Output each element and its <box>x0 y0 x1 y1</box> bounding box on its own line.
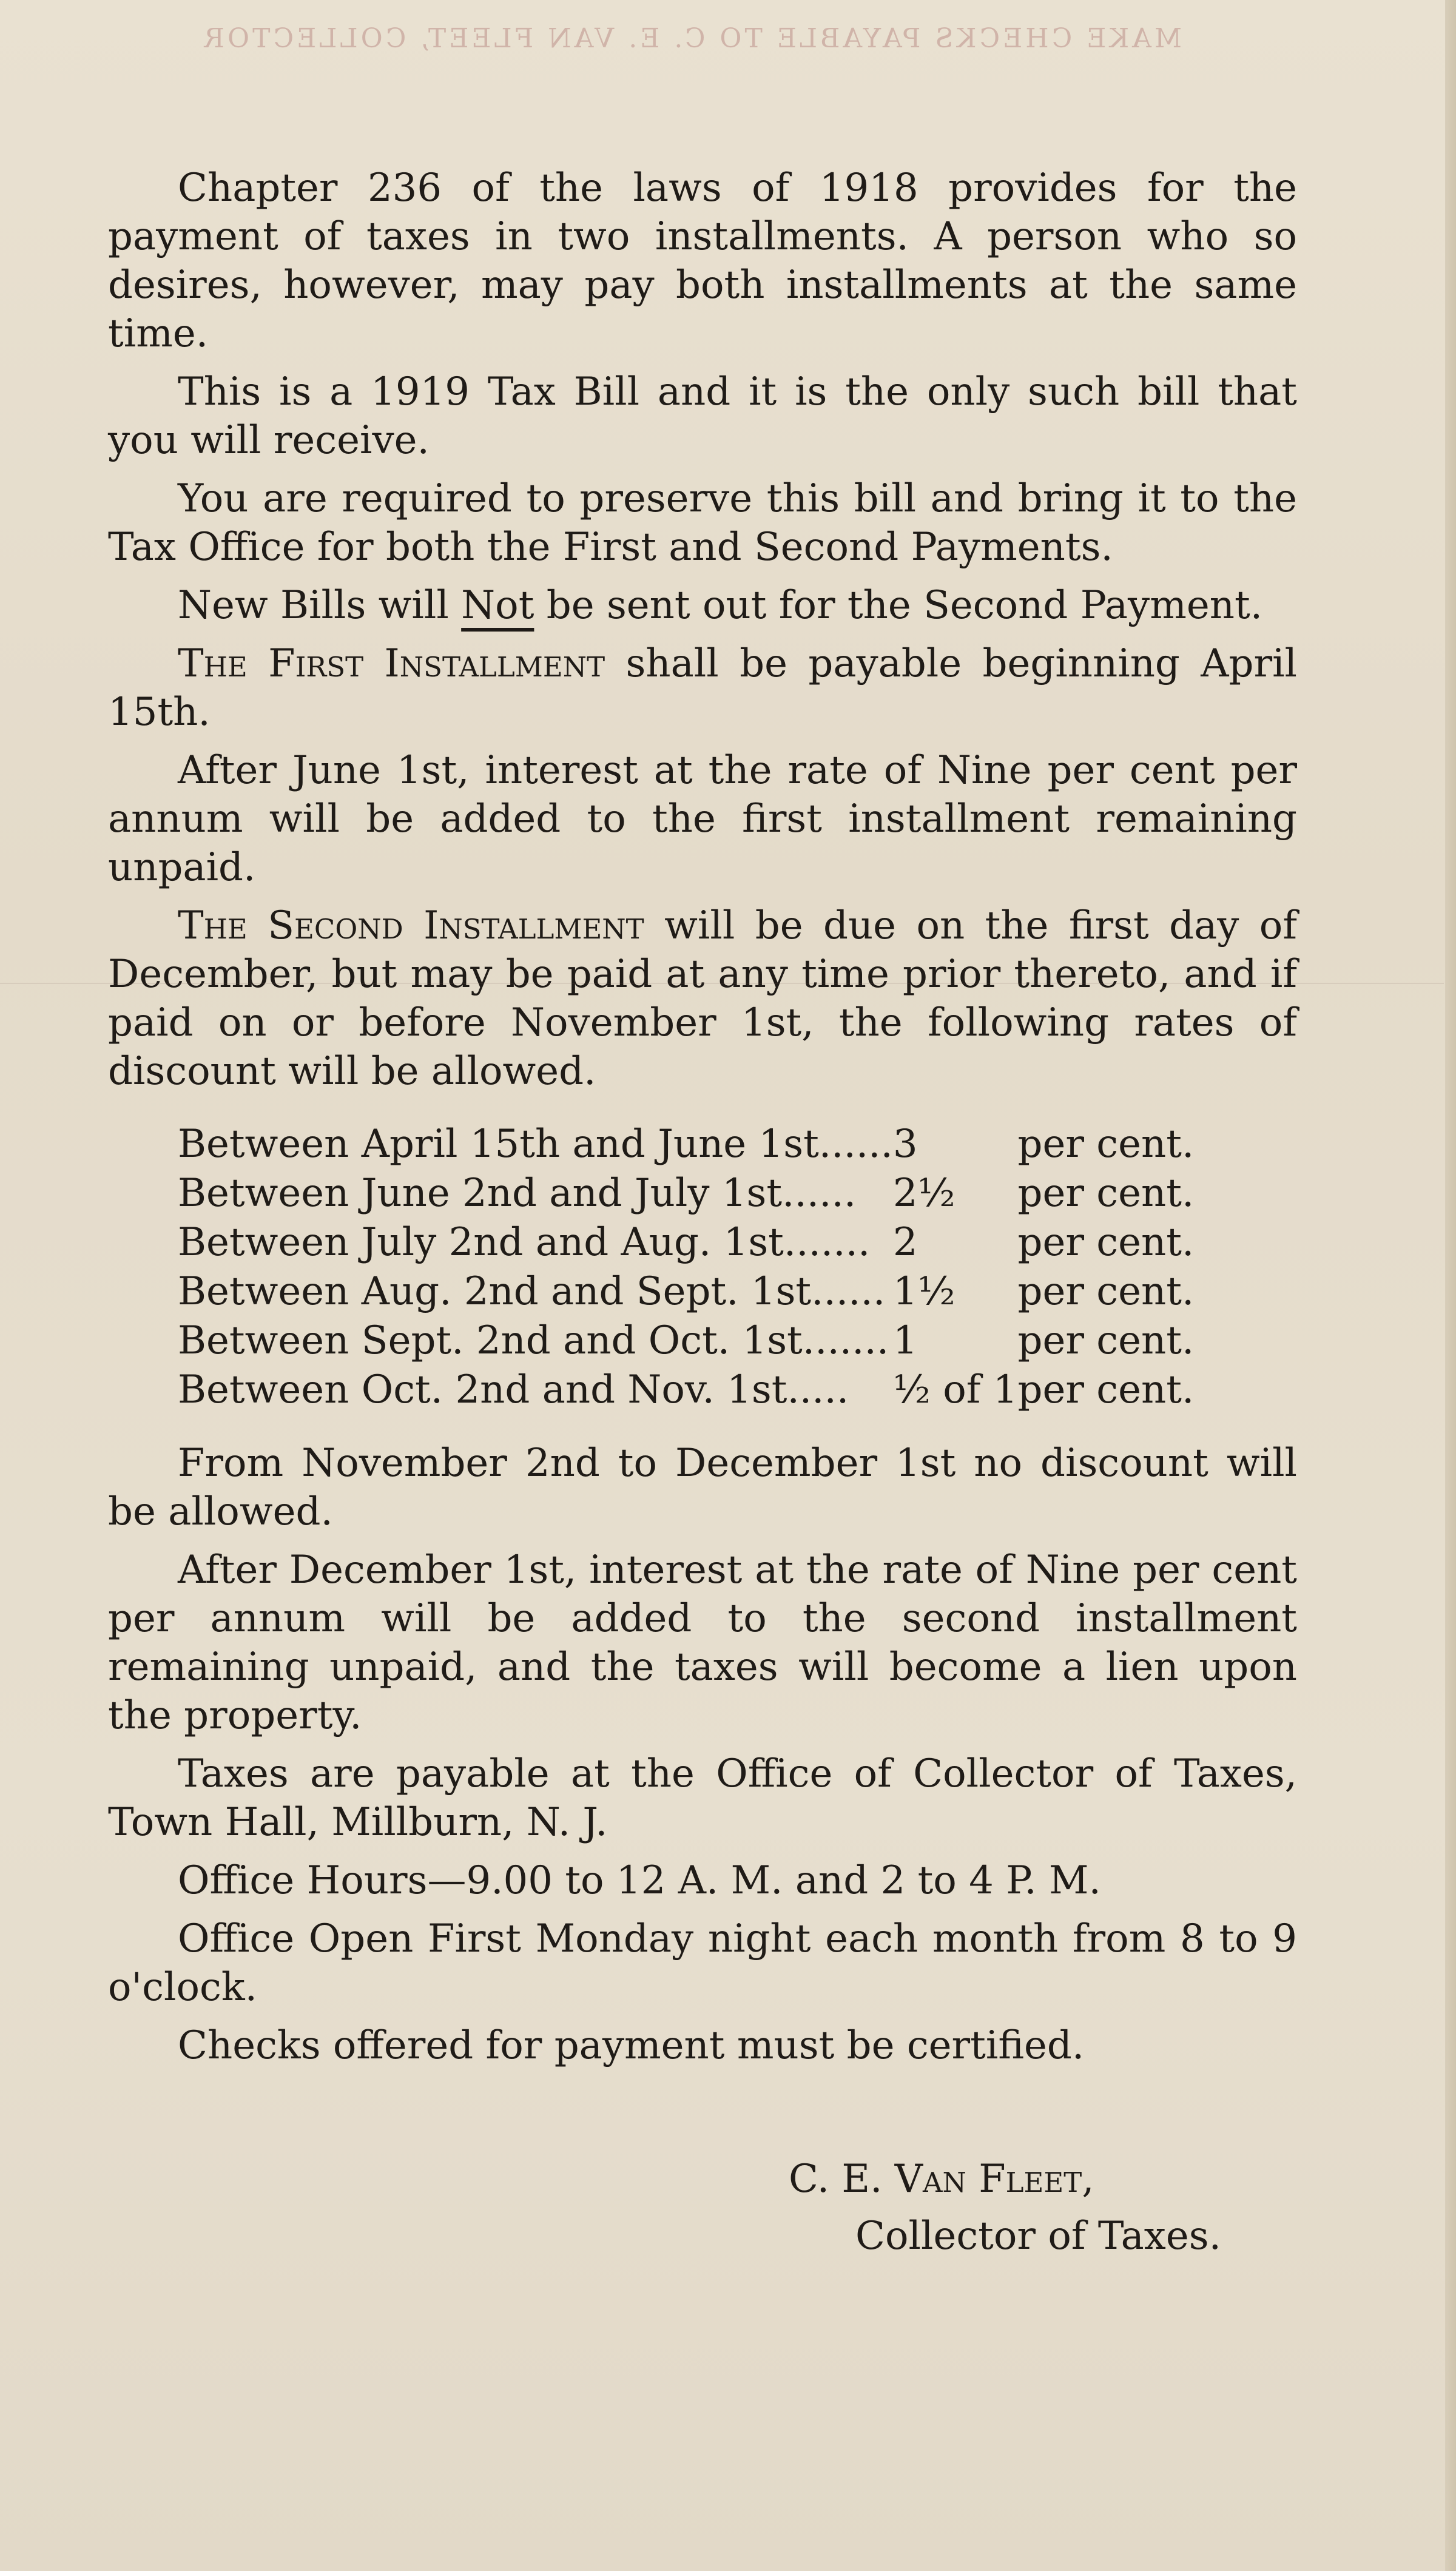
rate-period: Between Sept. 2nd and Oct. 1st....... <box>178 1318 889 1363</box>
first-interest-paragraph: After June 1st, interest at the rate of Nine per cent per annum will be added to the first installment remaining unpaid. <box>108 748 1297 890</box>
rate-value: 1½ <box>892 1269 956 1314</box>
law-paragraph: Chapter 236 of the laws of 1918 provides for the payment of taxes in two installments. A person who so desires, however, may pay both installments at the same time. <box>108 166 1297 356</box>
signature-block <box>789 2151 1221 2265</box>
second-installment-heading: The Second Installment <box>178 903 644 948</box>
new-bills-paragraph <box>108 581 1297 630</box>
paper-fold-line <box>0 983 1444 984</box>
bleed-through-text: MAKE CHECKS PAYABLE TO C. E. VAN FLEET, COLLECTOR <box>201 23 1182 54</box>
collector-name: C. E. Van Fleet, <box>789 2157 1094 2202</box>
rate-unit: per cent. <box>1017 1318 1195 1363</box>
first-installment-heading: The First Installment <box>178 641 605 686</box>
rate-unit: per cent. <box>1017 1367 1195 1412</box>
rate-value: ½ of 1 <box>892 1367 1018 1412</box>
first-installment-text: shall be payable beginning April 15th. <box>108 641 1297 735</box>
new-bills-after: be sent out for the Second Payment. <box>546 583 1263 628</box>
certified-checks-paragraph: Checks offered for payment must be certified. <box>178 2023 1085 2068</box>
rate-unit: per cent. <box>1017 1220 1195 1265</box>
rate-unit: per cent. <box>1017 1171 1195 1216</box>
rate-unit: per cent. <box>1017 1122 1195 1167</box>
rate-period: Between Oct. 2nd and Nov. 1st..... <box>178 1367 849 1412</box>
discount-rate-row <box>178 1120 1194 1169</box>
rate-period: Between Aug. 2nd and Sept. 1st...... <box>178 1269 886 1314</box>
new-bills-before: New Bills will <box>178 583 449 628</box>
rate-period: Between June 2nd and July 1st...... <box>178 1171 857 1216</box>
first-installment-paragraph <box>108 639 1297 736</box>
rate-value: 1 <box>892 1318 918 1363</box>
discount-rate-row <box>178 1169 1194 1218</box>
discount-rate-row <box>178 1218 1194 1267</box>
second-interest-paragraph: After December 1st, interest at the rate of Nine per cent per annum will be added to the second installment remaining unpaid, and the taxes will become a lien upon the property. <box>108 1548 1297 1738</box>
second-installment-paragraph <box>108 901 1297 1096</box>
payment-location-paragraph: Taxes are payable at the Office of Collector of Taxes, Town Hall, Millburn, N. J. <box>108 1751 1297 1845</box>
paper-edge <box>1445 0 1456 2571</box>
collector-title: Collector of Taxes. <box>855 2214 1221 2259</box>
office-hours-paragraph: Office Hours—9.00 to 12 A. M. and 2 to 4 P. M. <box>178 1858 1101 1903</box>
rate-period: Between April 15th and June 1st...... <box>178 1122 893 1167</box>
bill-body <box>108 164 1297 2080</box>
rate-value: 3 <box>892 1122 918 1167</box>
discount-rate-table <box>178 1120 1194 1415</box>
rate-value: 2½ <box>892 1171 956 1216</box>
discount-rate-row <box>178 1267 1194 1316</box>
second-installment-text: will be due on the first day of December, but may be paid at any time prior thereto, and if paid on or before November 1st, the following rates of discount will be allowed. <box>108 903 1298 1094</box>
only-bill-paragraph: This is a 1919 Tax Bill and it is the only such bill that you will receive. <box>108 369 1297 463</box>
discount-rate-row <box>178 1366 1194 1415</box>
discount-rate-row <box>178 1316 1194 1366</box>
rate-value: 2 <box>892 1220 918 1265</box>
rate-period: Between July 2nd and Aug. 1st....... <box>178 1220 871 1265</box>
not-emphasis: Not <box>461 583 534 628</box>
office-open-paragraph: Office Open First Monday night each month from 8 to 9 o'clock. <box>108 1916 1297 2010</box>
rate-unit: per cent. <box>1017 1269 1195 1314</box>
preserve-bill-paragraph: You are required to preserve this bill and bring it to the Tax Office for both the First and Second Payments. <box>108 476 1297 570</box>
no-discount-paragraph: From November 2nd to December 1st no discount will be allowed. <box>108 1441 1297 1534</box>
